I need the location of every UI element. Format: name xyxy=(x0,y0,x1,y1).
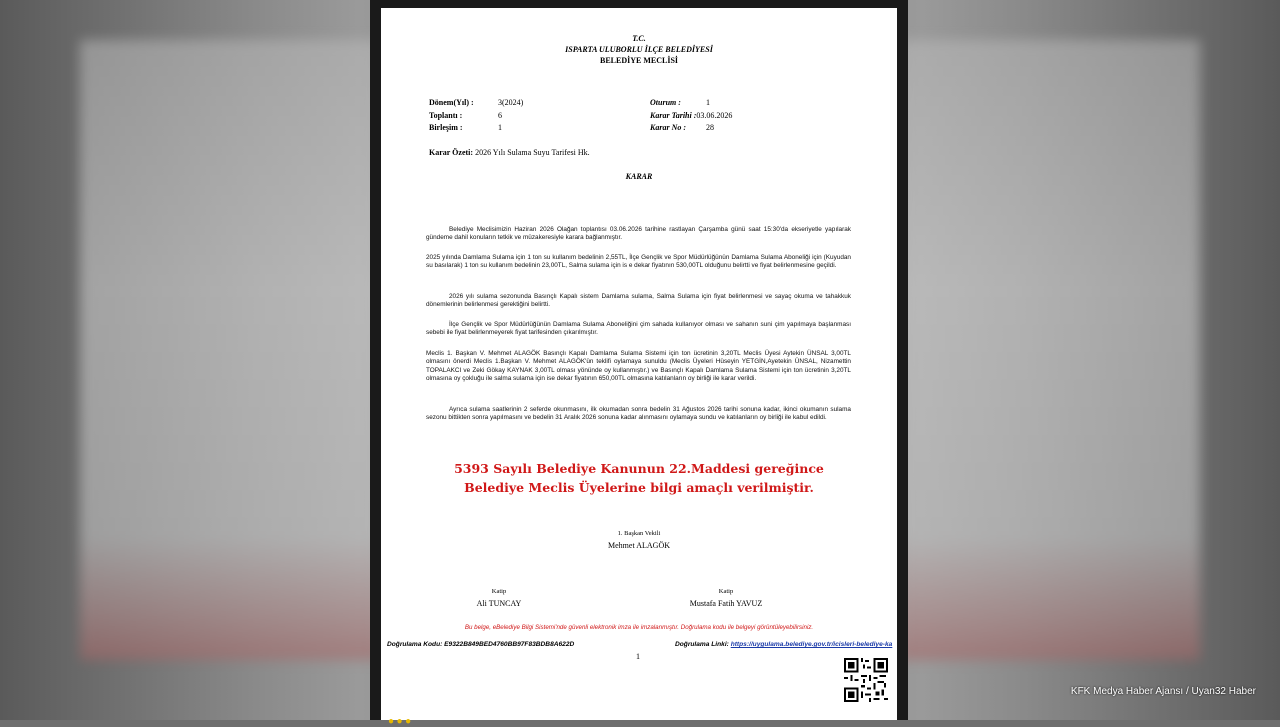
clerk2-signature xyxy=(661,588,791,608)
toplanti-value: 6 xyxy=(498,111,502,120)
paragraph-5: Meclis 1. Başkan V. Mehmet ALAGÖK Basınçlı Kapalı Damlama Sulama Sistemi için ton ücretinin 3,20TL Meclis Üyesi Aytekin ÜNSAL 3,00TL olmasını önerdi Meclis 1.Başkan V. Mehmet ALAGÖK'ün teklifi oylamaya sunuldu (Meclis Üyeleri Hüseyin YETGİN,Ayetekin ÜNSAL, Nizamettin TOPALAKCI ve Zeki Gökay KAYNAK 3,00TL olması yönünde oy kullanmıştır.) ve Basınçlı Kapalı Damlama Sulama Sistemi için ton ücretinin 3,20TL olmasına oy çokluğu ile salma sulama için ise dekar fiyatının 650,00TL olmasına katılanların oy birliği ile karar verildi. xyxy=(426,350,851,383)
document-page xyxy=(381,8,897,727)
paragraph-4: İlçe Gençlik ve Spor Müdürlüğünün Damlama Sulama Aboneliğini çim sahada kullanıyor olması ve sahanın suni çim yapılmaya başlanması sebebi ile fiyat belirlenmeyerek fiyat tarifesinden çıkarılmıştır. xyxy=(426,321,851,337)
chair-name: Mehmet ALAGÖK xyxy=(608,541,670,550)
meta-birlesim xyxy=(429,123,463,132)
donem-label: Dönem(Yıl) : xyxy=(429,98,474,107)
verification-link-url[interactable]: https://uygulama.belediye.gov.tr/icisleri-belediye-ka xyxy=(730,641,893,648)
karar-no-value: 28 xyxy=(706,123,714,132)
toplanti-label: Toplantı : xyxy=(429,111,463,120)
decorative-dots: ● ● ● xyxy=(388,716,412,727)
clerk1-role: Katip xyxy=(491,588,507,595)
clerk2-role: Katip xyxy=(718,588,734,595)
verification-link-label: Doğrulama Linki: xyxy=(675,641,729,648)
paragraph-3: 2026 yılı sulama sezonunda Basınçlı Kapalı sistem Damlama sulama, Salma Sulama için fiyat belirlenmesi ve sayaç okuma ve tahakkuk dönemlerinin belirlenmesi gerektiğini belirtti. xyxy=(426,293,851,309)
meta-donem xyxy=(429,98,474,107)
oturum-value: 1 xyxy=(706,98,710,107)
verification-code: Doğrulama Kodu: E9322B849BED4760BB97F83BDB8A622D xyxy=(387,641,575,648)
meta-karar-tarihi xyxy=(650,111,732,120)
meta-oturum xyxy=(650,98,681,107)
verification-link xyxy=(675,641,892,648)
karar-ozeti xyxy=(429,148,590,157)
birlesim-label: Birleşim : xyxy=(429,123,463,132)
header-municipality: İLÇE BELEDİYESİ xyxy=(644,45,713,54)
paragraph-2: 2025 yılında Damlama Sulama için 1 ton su kullanım bedelinin 2,55TL, İlçe Gençlik ve Spor Müdürlüğünün Damlama Sulama Aboneliği için (Kuyudan su basılarak) 1 ton su kullanım bedelinin 23,00TL, Salma sulama için is e dekar fiyatının 530,00TL olduğunu belirtti ve fiyat belirlenmesine geçildi. xyxy=(426,254,851,270)
oturum-label: Oturum : xyxy=(650,98,681,107)
header-city: ISPARTA ULUBORLU xyxy=(565,45,643,54)
karar-ozeti-label: Karar Özeti: xyxy=(429,148,474,157)
header-tc: T.C. xyxy=(632,34,646,43)
clerk1-signature xyxy=(441,588,557,608)
meta-toplanti xyxy=(429,111,462,120)
clerk1-name: Ali TUNCAY xyxy=(476,599,522,608)
page-number: 1 xyxy=(636,652,640,661)
header-line xyxy=(381,45,897,54)
karar-tarihi-label: Karar Tarihi : xyxy=(650,111,697,120)
paragraph-1: Belediye Meclisimizin Haziran 2026 Olağan toplantısı 03.06.2026 tarihine rastlayan Çarşamba günü saat 15:30'da ekseriyetle yapılarak gündeme dahil konuların tetkik ve müzakeresiyle karara bağlanmıştır. xyxy=(426,226,851,242)
header-council: BELEDİYE MECLİSİ xyxy=(599,56,679,65)
paragraph-6: Ayrıca sulama saatlerinin 2 seferde okunmasını, ilk okumadan sonra bedelin 31 Ağustos 2026 tarihi sonuna kadar, ikinci okumanın sulama sezonu bittikten sonra yapılmasını ve bedelin 31 Aralık 2026 sonuna kadar alınmasını oylamaya sundu ve katılanların oy birliği ile kabul edildi. xyxy=(426,406,851,422)
clerk2-name: Mustafa Fatih YAVUZ xyxy=(689,599,763,608)
qr-code-icon xyxy=(844,658,888,702)
esign-notice: Bu belge, eBelediye Bilgi Sistemi'nde güvenli elektronik imza ile imzalanmıştır. Doğrulama kodu ile belgeyi görüntüleyebilirsiniz. xyxy=(464,624,814,631)
chair-role: 1. Başkan Vekili xyxy=(617,530,661,537)
karar-no-label: Karar No : xyxy=(650,123,687,132)
media-credit: KFK Medya Haber Ajansı / Uyan32 Haber xyxy=(1070,686,1256,697)
legal-notice-line-2: Belediye Meclis Üyelerine bilgi amaçlı verilmiştir. xyxy=(464,480,814,495)
donem-value: 3(2024) xyxy=(498,98,524,107)
legal-notice-line-1: 5393 Sayılı Belediye Kanunun 22.Maddesi gereğince xyxy=(454,461,824,476)
karar-ozeti-value: 2026 Yılı Sulama Suyu Tarifesi Hk. xyxy=(475,148,590,157)
decision-heading: KARAR xyxy=(625,172,653,181)
birlesim-value: 1 xyxy=(498,123,502,132)
chair-signature xyxy=(561,530,717,550)
karar-tarihi-value: 03.06.2026 xyxy=(696,111,733,120)
meta-karar-no xyxy=(650,123,686,132)
